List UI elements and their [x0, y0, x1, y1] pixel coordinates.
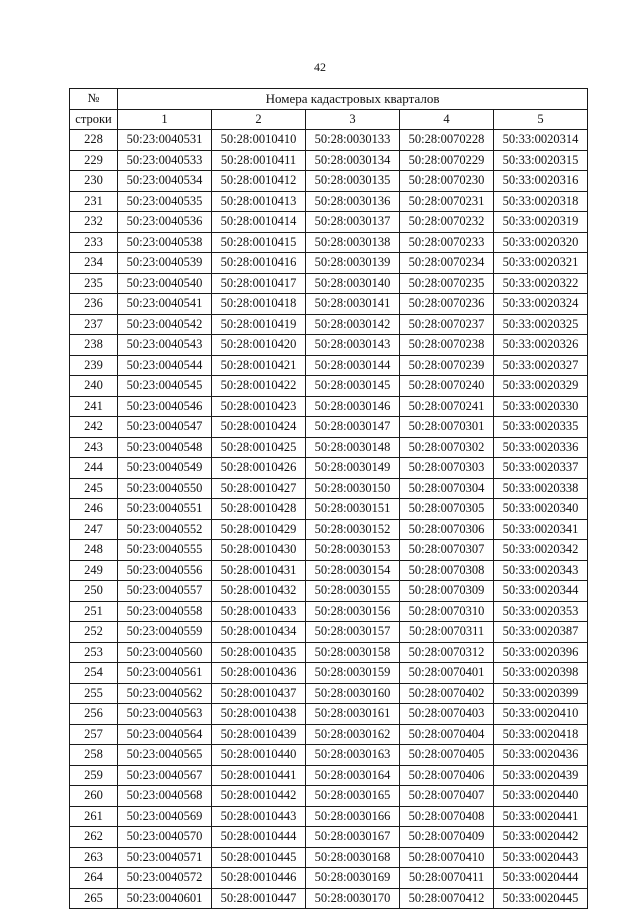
table-row — [70, 499, 588, 520]
quarter-cell-5: 50:33:0020442 — [494, 827, 588, 848]
row-number-cell: 242 — [70, 417, 118, 438]
quarter-cell-5: 50:33:0020319 — [494, 212, 588, 233]
quarter-cell-1: 50:23:0040534 — [118, 171, 212, 192]
quarter-cell-4: 50:28:0070234 — [400, 253, 494, 274]
quarter-cell-3: 50:28:0030165 — [306, 786, 400, 807]
quarter-cell-3: 50:28:0030133 — [306, 130, 400, 151]
row-number-cell: 259 — [70, 765, 118, 786]
quarter-cell-2: 50:28:0010441 — [212, 765, 306, 786]
quarter-cell-5: 50:33:0020326 — [494, 335, 588, 356]
row-number-cell: 229 — [70, 150, 118, 171]
column-header-1: 1 — [118, 109, 212, 130]
quarter-cell-2: 50:28:0010442 — [212, 786, 306, 807]
row-number-cell: 236 — [70, 294, 118, 315]
quarter-cell-1: 50:23:0040548 — [118, 437, 212, 458]
quarter-cell-3: 50:28:0030135 — [306, 171, 400, 192]
quarter-cell-4: 50:28:0070404 — [400, 724, 494, 745]
quarter-cell-1: 50:23:0040560 — [118, 642, 212, 663]
header-row-bottom — [70, 109, 588, 130]
quarter-cell-2: 50:28:0010416 — [212, 253, 306, 274]
quarter-cell-2: 50:28:0010431 — [212, 560, 306, 581]
table-row — [70, 335, 588, 356]
quarter-cell-3: 50:28:0030168 — [306, 847, 400, 868]
quarter-cell-1: 50:23:0040541 — [118, 294, 212, 315]
quarter-cell-5: 50:33:0020440 — [494, 786, 588, 807]
quarter-cell-4: 50:28:0070311 — [400, 622, 494, 643]
quarter-cell-5: 50:33:0020338 — [494, 478, 588, 499]
quarter-cell-4: 50:28:0070411 — [400, 868, 494, 889]
quarter-cell-2: 50:28:0010434 — [212, 622, 306, 643]
quarter-cell-3: 50:28:0030160 — [306, 683, 400, 704]
quarter-cell-2: 50:28:0010447 — [212, 888, 306, 909]
quarter-cell-2: 50:28:0010412 — [212, 171, 306, 192]
table-row — [70, 847, 588, 868]
quarter-cell-1: 50:23:0040570 — [118, 827, 212, 848]
quarter-cell-4: 50:28:0070312 — [400, 642, 494, 663]
quarter-cell-5: 50:33:0020436 — [494, 745, 588, 766]
quarter-cell-2: 50:28:0010417 — [212, 273, 306, 294]
quarter-cell-5: 50:33:0020318 — [494, 191, 588, 212]
table-row — [70, 642, 588, 663]
quarter-cell-5: 50:33:0020314 — [494, 130, 588, 151]
quarter-cell-2: 50:28:0010410 — [212, 130, 306, 151]
quarter-cell-5: 50:33:0020410 — [494, 704, 588, 725]
row-number-cell: 255 — [70, 683, 118, 704]
quarter-cell-4: 50:28:0070231 — [400, 191, 494, 212]
table-row — [70, 437, 588, 458]
cadastral-quarters-table — [69, 88, 588, 909]
column-header-4: 4 — [400, 109, 494, 130]
column-group-header: Номера кадастровых кварталов — [118, 89, 588, 110]
quarter-cell-1: 50:23:0040538 — [118, 232, 212, 253]
table-row — [70, 663, 588, 684]
quarter-cell-4: 50:28:0070408 — [400, 806, 494, 827]
quarter-cell-1: 50:23:0040544 — [118, 355, 212, 376]
quarter-cell-1: 50:23:0040539 — [118, 253, 212, 274]
quarter-cell-2: 50:28:0010415 — [212, 232, 306, 253]
row-number-cell: 257 — [70, 724, 118, 745]
row-number-cell: 249 — [70, 560, 118, 581]
table-row — [70, 478, 588, 499]
quarter-cell-5: 50:33:0020387 — [494, 622, 588, 643]
row-number-cell: 254 — [70, 663, 118, 684]
quarter-cell-4: 50:28:0070302 — [400, 437, 494, 458]
quarter-cell-1: 50:23:0040572 — [118, 868, 212, 889]
page-number: 42 — [314, 60, 326, 74]
quarter-cell-4: 50:28:0070304 — [400, 478, 494, 499]
quarter-cell-5: 50:33:0020353 — [494, 601, 588, 622]
quarter-cell-4: 50:28:0070407 — [400, 786, 494, 807]
quarter-cell-2: 50:28:0010446 — [212, 868, 306, 889]
quarter-cell-1: 50:23:0040531 — [118, 130, 212, 151]
quarter-cell-4: 50:28:0070239 — [400, 355, 494, 376]
table-row — [70, 622, 588, 643]
quarter-cell-5: 50:33:0020327 — [494, 355, 588, 376]
quarter-cell-1: 50:23:0040559 — [118, 622, 212, 643]
quarter-cell-4: 50:28:0070303 — [400, 458, 494, 479]
quarter-cell-1: 50:23:0040562 — [118, 683, 212, 704]
quarter-cell-3: 50:28:0030158 — [306, 642, 400, 663]
quarter-cell-4: 50:28:0070235 — [400, 273, 494, 294]
quarter-cell-3: 50:28:0030152 — [306, 519, 400, 540]
quarter-cell-3: 50:28:0030153 — [306, 540, 400, 561]
quarter-cell-4: 50:28:0070240 — [400, 376, 494, 397]
quarter-cell-2: 50:28:0010423 — [212, 396, 306, 417]
table-row — [70, 704, 588, 725]
quarter-cell-4: 50:28:0070402 — [400, 683, 494, 704]
quarter-cell-4: 50:28:0070236 — [400, 294, 494, 315]
quarter-cell-2: 50:28:0010445 — [212, 847, 306, 868]
row-number-header-symbol: № — [70, 89, 118, 110]
quarter-cell-4: 50:28:0070401 — [400, 663, 494, 684]
quarter-cell-3: 50:28:0030157 — [306, 622, 400, 643]
row-number-cell: 251 — [70, 601, 118, 622]
quarter-cell-1: 50:23:0040552 — [118, 519, 212, 540]
quarter-cell-1: 50:23:0040546 — [118, 396, 212, 417]
quarter-cell-1: 50:23:0040551 — [118, 499, 212, 520]
quarter-cell-2: 50:28:0010421 — [212, 355, 306, 376]
quarter-cell-2: 50:28:0010425 — [212, 437, 306, 458]
table-row — [70, 786, 588, 807]
quarter-cell-5: 50:33:0020337 — [494, 458, 588, 479]
quarter-cell-5: 50:33:0020443 — [494, 847, 588, 868]
quarter-cell-1: 50:23:0040545 — [118, 376, 212, 397]
quarter-cell-2: 50:28:0010413 — [212, 191, 306, 212]
row-number-cell: 228 — [70, 130, 118, 151]
quarter-cell-1: 50:23:0040601 — [118, 888, 212, 909]
quarter-cell-2: 50:28:0010414 — [212, 212, 306, 233]
quarter-cell-4: 50:28:0070228 — [400, 130, 494, 151]
quarter-cell-4: 50:28:0070233 — [400, 232, 494, 253]
quarter-cell-1: 50:23:0040533 — [118, 150, 212, 171]
quarter-cell-5: 50:33:0020342 — [494, 540, 588, 561]
quarter-cell-1: 50:23:0040547 — [118, 417, 212, 438]
quarter-cell-5: 50:33:0020396 — [494, 642, 588, 663]
table-row — [70, 519, 588, 540]
quarter-cell-3: 50:28:0030169 — [306, 868, 400, 889]
quarter-cell-3: 50:28:0030151 — [306, 499, 400, 520]
column-header-3: 3 — [306, 109, 400, 130]
quarter-cell-4: 50:28:0070406 — [400, 765, 494, 786]
row-number-cell: 230 — [70, 171, 118, 192]
quarter-cell-3: 50:28:0030138 — [306, 232, 400, 253]
quarter-cell-3: 50:28:0030163 — [306, 745, 400, 766]
quarter-cell-4: 50:28:0070410 — [400, 847, 494, 868]
quarter-cell-5: 50:33:0020336 — [494, 437, 588, 458]
quarter-cell-1: 50:23:0040550 — [118, 478, 212, 499]
quarter-cell-4: 50:28:0070232 — [400, 212, 494, 233]
table-row — [70, 724, 588, 745]
column-header-2: 2 — [212, 109, 306, 130]
quarter-cell-5: 50:33:0020441 — [494, 806, 588, 827]
quarter-cell-2: 50:28:0010419 — [212, 314, 306, 335]
quarter-cell-2: 50:28:0010437 — [212, 683, 306, 704]
quarter-cell-2: 50:28:0010427 — [212, 478, 306, 499]
row-number-cell: 246 — [70, 499, 118, 520]
table-row — [70, 150, 588, 171]
quarter-cell-4: 50:28:0070230 — [400, 171, 494, 192]
table-row — [70, 396, 588, 417]
row-number-cell: 243 — [70, 437, 118, 458]
row-number-cell: 239 — [70, 355, 118, 376]
quarter-cell-5: 50:33:0020418 — [494, 724, 588, 745]
row-number-cell: 232 — [70, 212, 118, 233]
quarter-cell-2: 50:28:0010436 — [212, 663, 306, 684]
quarter-cell-4: 50:28:0070405 — [400, 745, 494, 766]
quarter-cell-4: 50:28:0070241 — [400, 396, 494, 417]
quarter-cell-3: 50:28:0030145 — [306, 376, 400, 397]
row-number-header-label: строки — [70, 109, 118, 130]
quarter-cell-5: 50:33:0020316 — [494, 171, 588, 192]
quarter-cell-2: 50:28:0010432 — [212, 581, 306, 602]
quarter-cell-2: 50:28:0010438 — [212, 704, 306, 725]
row-number-cell: 244 — [70, 458, 118, 479]
quarter-cell-5: 50:33:0020315 — [494, 150, 588, 171]
quarter-cell-3: 50:28:0030144 — [306, 355, 400, 376]
quarter-cell-2: 50:28:0010428 — [212, 499, 306, 520]
quarter-cell-2: 50:28:0010426 — [212, 458, 306, 479]
quarter-cell-1: 50:23:0040543 — [118, 335, 212, 356]
quarter-cell-1: 50:23:0040555 — [118, 540, 212, 561]
quarter-cell-3: 50:28:0030159 — [306, 663, 400, 684]
table-row — [70, 253, 588, 274]
table-row — [70, 212, 588, 233]
quarter-cell-3: 50:28:0030166 — [306, 806, 400, 827]
table-row — [70, 171, 588, 192]
quarter-cell-3: 50:28:0030137 — [306, 212, 400, 233]
quarter-cell-3: 50:28:0030134 — [306, 150, 400, 171]
quarter-cell-1: 50:23:0040558 — [118, 601, 212, 622]
quarter-cell-1: 50:23:0040557 — [118, 581, 212, 602]
row-number-cell: 245 — [70, 478, 118, 499]
quarter-cell-4: 50:28:0070307 — [400, 540, 494, 561]
quarter-cell-2: 50:28:0010424 — [212, 417, 306, 438]
quarter-cell-1: 50:23:0040549 — [118, 458, 212, 479]
table-row — [70, 683, 588, 704]
quarter-cell-4: 50:28:0070309 — [400, 581, 494, 602]
quarter-cell-5: 50:33:0020324 — [494, 294, 588, 315]
row-number-cell: 253 — [70, 642, 118, 663]
row-number-cell: 256 — [70, 704, 118, 725]
quarter-cell-2: 50:28:0010420 — [212, 335, 306, 356]
row-number-cell: 261 — [70, 806, 118, 827]
row-number-cell: 233 — [70, 232, 118, 253]
row-number-cell: 258 — [70, 745, 118, 766]
quarter-cell-4: 50:28:0070305 — [400, 499, 494, 520]
quarter-cell-3: 50:28:0030140 — [306, 273, 400, 294]
table-row — [70, 581, 588, 602]
quarter-cell-3: 50:28:0030142 — [306, 314, 400, 335]
quarter-cell-3: 50:28:0030136 — [306, 191, 400, 212]
table-row — [70, 417, 588, 438]
quarter-cell-1: 50:23:0040567 — [118, 765, 212, 786]
quarter-cell-2: 50:28:0010443 — [212, 806, 306, 827]
quarter-cell-3: 50:28:0030139 — [306, 253, 400, 274]
quarter-cell-4: 50:28:0070306 — [400, 519, 494, 540]
quarter-cell-5: 50:33:0020445 — [494, 888, 588, 909]
row-number-cell: 241 — [70, 396, 118, 417]
table-row — [70, 745, 588, 766]
quarter-cell-1: 50:23:0040556 — [118, 560, 212, 581]
quarter-cell-3: 50:28:0030164 — [306, 765, 400, 786]
row-number-cell: 263 — [70, 847, 118, 868]
quarter-cell-5: 50:33:0020399 — [494, 683, 588, 704]
quarter-cell-4: 50:28:0070310 — [400, 601, 494, 622]
table-row — [70, 130, 588, 151]
quarter-cell-3: 50:28:0030143 — [306, 335, 400, 356]
quarter-cell-4: 50:28:0070229 — [400, 150, 494, 171]
quarter-cell-4: 50:28:0070409 — [400, 827, 494, 848]
quarter-cell-5: 50:33:0020444 — [494, 868, 588, 889]
quarter-cell-5: 50:33:0020325 — [494, 314, 588, 335]
quarter-cell-4: 50:28:0070238 — [400, 335, 494, 356]
table-row — [70, 827, 588, 848]
quarter-cell-5: 50:33:0020329 — [494, 376, 588, 397]
quarter-cell-2: 50:28:0010430 — [212, 540, 306, 561]
quarter-cell-3: 50:28:0030149 — [306, 458, 400, 479]
quarter-cell-3: 50:28:0030167 — [306, 827, 400, 848]
quarter-cell-1: 50:23:0040542 — [118, 314, 212, 335]
quarter-cell-2: 50:28:0010435 — [212, 642, 306, 663]
table-row — [70, 765, 588, 786]
quarter-cell-1: 50:23:0040564 — [118, 724, 212, 745]
row-number-cell: 265 — [70, 888, 118, 909]
row-number-cell: 252 — [70, 622, 118, 643]
quarter-cell-3: 50:28:0030162 — [306, 724, 400, 745]
quarter-cell-5: 50:33:0020341 — [494, 519, 588, 540]
table-row — [70, 601, 588, 622]
quarter-cell-5: 50:33:0020344 — [494, 581, 588, 602]
quarter-cell-2: 50:28:0010439 — [212, 724, 306, 745]
row-number-cell: 234 — [70, 253, 118, 274]
row-number-cell: 262 — [70, 827, 118, 848]
quarter-cell-5: 50:33:0020322 — [494, 273, 588, 294]
quarter-cell-1: 50:23:0040568 — [118, 786, 212, 807]
table-row — [70, 540, 588, 561]
quarter-cell-4: 50:28:0070301 — [400, 417, 494, 438]
table-row — [70, 458, 588, 479]
table-row — [70, 273, 588, 294]
row-number-cell: 250 — [70, 581, 118, 602]
header-row-top — [70, 89, 588, 110]
quarter-cell-2: 50:28:0010422 — [212, 376, 306, 397]
quarter-cell-3: 50:28:0030150 — [306, 478, 400, 499]
quarter-cell-5: 50:33:0020320 — [494, 232, 588, 253]
table-row — [70, 191, 588, 212]
quarter-cell-3: 50:28:0030147 — [306, 417, 400, 438]
quarter-cell-4: 50:28:0070237 — [400, 314, 494, 335]
table-row — [70, 888, 588, 909]
quarter-cell-3: 50:28:0030155 — [306, 581, 400, 602]
column-header-5: 5 — [494, 109, 588, 130]
table-row — [70, 294, 588, 315]
quarter-cell-2: 50:28:0010444 — [212, 827, 306, 848]
quarter-cell-1: 50:23:0040536 — [118, 212, 212, 233]
quarter-cell-2: 50:28:0010418 — [212, 294, 306, 315]
quarter-cell-3: 50:28:0030141 — [306, 294, 400, 315]
quarter-cell-2: 50:28:0010429 — [212, 519, 306, 540]
table-row — [70, 314, 588, 335]
table-row — [70, 868, 588, 889]
quarter-cell-1: 50:23:0040565 — [118, 745, 212, 766]
row-number-cell: 240 — [70, 376, 118, 397]
quarter-cell-4: 50:28:0070412 — [400, 888, 494, 909]
row-number-cell: 247 — [70, 519, 118, 540]
row-number-cell: 231 — [70, 191, 118, 212]
table-row — [70, 232, 588, 253]
row-number-cell: 264 — [70, 868, 118, 889]
quarter-cell-5: 50:33:0020398 — [494, 663, 588, 684]
quarter-cell-4: 50:28:0070403 — [400, 704, 494, 725]
quarter-cell-4: 50:28:0070308 — [400, 560, 494, 581]
quarter-cell-1: 50:23:0040561 — [118, 663, 212, 684]
quarter-cell-5: 50:33:0020321 — [494, 253, 588, 274]
quarter-cell-3: 50:28:0030154 — [306, 560, 400, 581]
quarter-cell-1: 50:23:0040540 — [118, 273, 212, 294]
table-row — [70, 560, 588, 581]
quarter-cell-5: 50:33:0020340 — [494, 499, 588, 520]
table-row — [70, 355, 588, 376]
quarter-cell-1: 50:23:0040571 — [118, 847, 212, 868]
quarter-cell-2: 50:28:0010440 — [212, 745, 306, 766]
quarter-cell-5: 50:33:0020330 — [494, 396, 588, 417]
quarter-cell-5: 50:33:0020439 — [494, 765, 588, 786]
table-row — [70, 806, 588, 827]
quarter-cell-3: 50:28:0030148 — [306, 437, 400, 458]
quarter-cell-1: 50:23:0040563 — [118, 704, 212, 725]
quarter-cell-2: 50:28:0010433 — [212, 601, 306, 622]
table-body — [70, 130, 588, 909]
quarter-cell-5: 50:33:0020343 — [494, 560, 588, 581]
quarter-cell-3: 50:28:0030161 — [306, 704, 400, 725]
row-number-cell: 238 — [70, 335, 118, 356]
quarter-cell-3: 50:28:0030146 — [306, 396, 400, 417]
quarter-cell-3: 50:28:0030170 — [306, 888, 400, 909]
quarter-cell-1: 50:23:0040569 — [118, 806, 212, 827]
row-number-cell: 248 — [70, 540, 118, 561]
quarter-cell-3: 50:28:0030156 — [306, 601, 400, 622]
quarter-cell-1: 50:23:0040535 — [118, 191, 212, 212]
table-row — [70, 376, 588, 397]
quarter-cell-5: 50:33:0020335 — [494, 417, 588, 438]
row-number-cell: 260 — [70, 786, 118, 807]
row-number-cell: 237 — [70, 314, 118, 335]
quarter-cell-2: 50:28:0010411 — [212, 150, 306, 171]
row-number-cell: 235 — [70, 273, 118, 294]
